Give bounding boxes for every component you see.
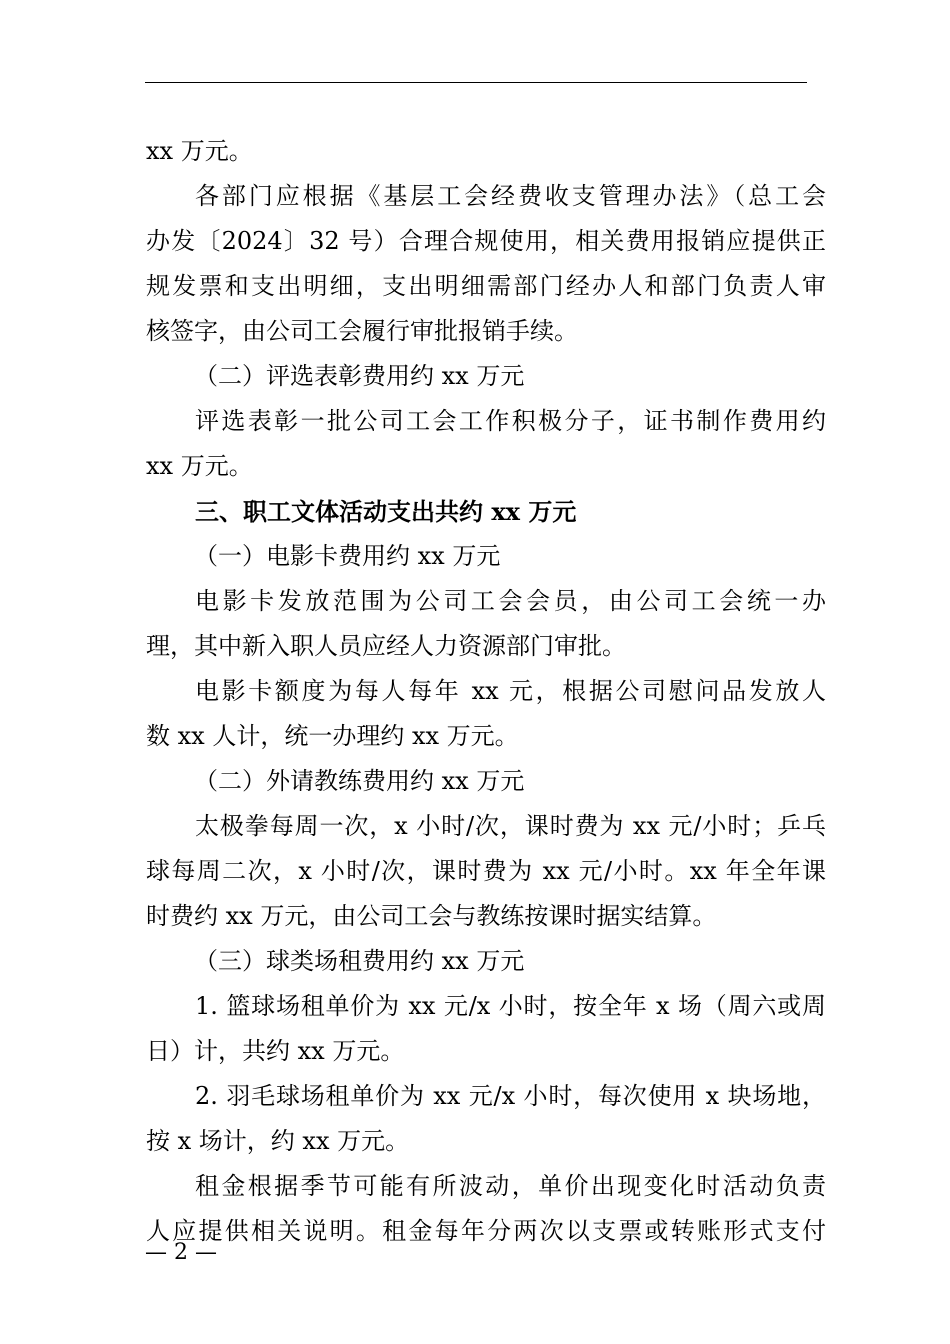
paragraph-line: 评选表彰一批公司工会工作积极分子，证书制作费用约 <box>195 407 826 435</box>
subsection-heading: （二）外请教练费用约 xx 万元 <box>194 767 525 795</box>
paragraph-line: 办发〔2024〕32 号）合理合规使用，相关费用报销应提供正 <box>146 227 826 255</box>
list-item-line: 2. 羽毛球场租单价为 xx 元/x 小时，每次使用 x 块场地， <box>195 1082 826 1110</box>
list-item-line: 按 x 场计，约 xx 万元。 <box>146 1127 410 1155</box>
subsection-heading: （二）评选表彰费用约 xx 万元 <box>194 362 525 390</box>
page-number: — 2 — <box>145 1240 217 1265</box>
paragraph-line: 规发票和支出明细，支出明细需部门经办人和部门负责人审 <box>146 272 826 300</box>
paragraph-line: 理，其中新入职人员应经人力资源部门审批。 <box>146 632 626 660</box>
paragraph-line: 球每周二次，x 小时/次，课时费为 xx 元/小时。xx 年全年课 <box>146 857 826 885</box>
subsection-heading: （三）球类场租费用约 xx 万元 <box>194 947 525 975</box>
paragraph-line: 核签字，由公司工会履行审批报销手续。 <box>146 317 578 345</box>
section-heading: 三、职工文体活动支出共约 xx 万元 <box>195 497 577 526</box>
paragraph-line: xx 万元。 <box>146 452 253 480</box>
list-item-line: 日）计，共约 xx 万元。 <box>146 1037 405 1065</box>
paragraph-line: 电影卡额度为每人每年 xx 元，根据公司慰问品发放人 <box>195 677 826 705</box>
document-body <box>146 129 826 1254</box>
paragraph-line: xx 万元。 <box>146 137 253 165</box>
paragraph-line: 时费约 xx 万元，由公司工会与教练按课时据实结算。 <box>146 902 717 930</box>
paragraph-line: 电影卡发放范围为公司工会会员，由公司工会统一办 <box>195 587 826 615</box>
paragraph-line: 租金根据季节可能有所波动，单价出现变化时活动负责 <box>195 1172 826 1200</box>
paragraph-line: 太极拳每周一次，x 小时/次，课时费为 xx 元/小时；乒乓 <box>195 812 826 840</box>
header-rule <box>145 82 807 83</box>
paragraph-line: 各部门应根据《基层工会经费收支管理办法》（总工会 <box>195 182 826 210</box>
subsection-heading: （一）电影卡费用约 xx 万元 <box>194 542 501 570</box>
paragraph-line: 人应提供相关说明。租金每年分两次以支票或转账形式支付 <box>146 1217 826 1245</box>
paragraph-line: 数 xx 人计，统一办理约 xx 万元。 <box>146 722 519 750</box>
list-item-line: 1. 篮球场租单价为 xx 元/x 小时，按全年 x 场（周六或周 <box>195 992 826 1020</box>
